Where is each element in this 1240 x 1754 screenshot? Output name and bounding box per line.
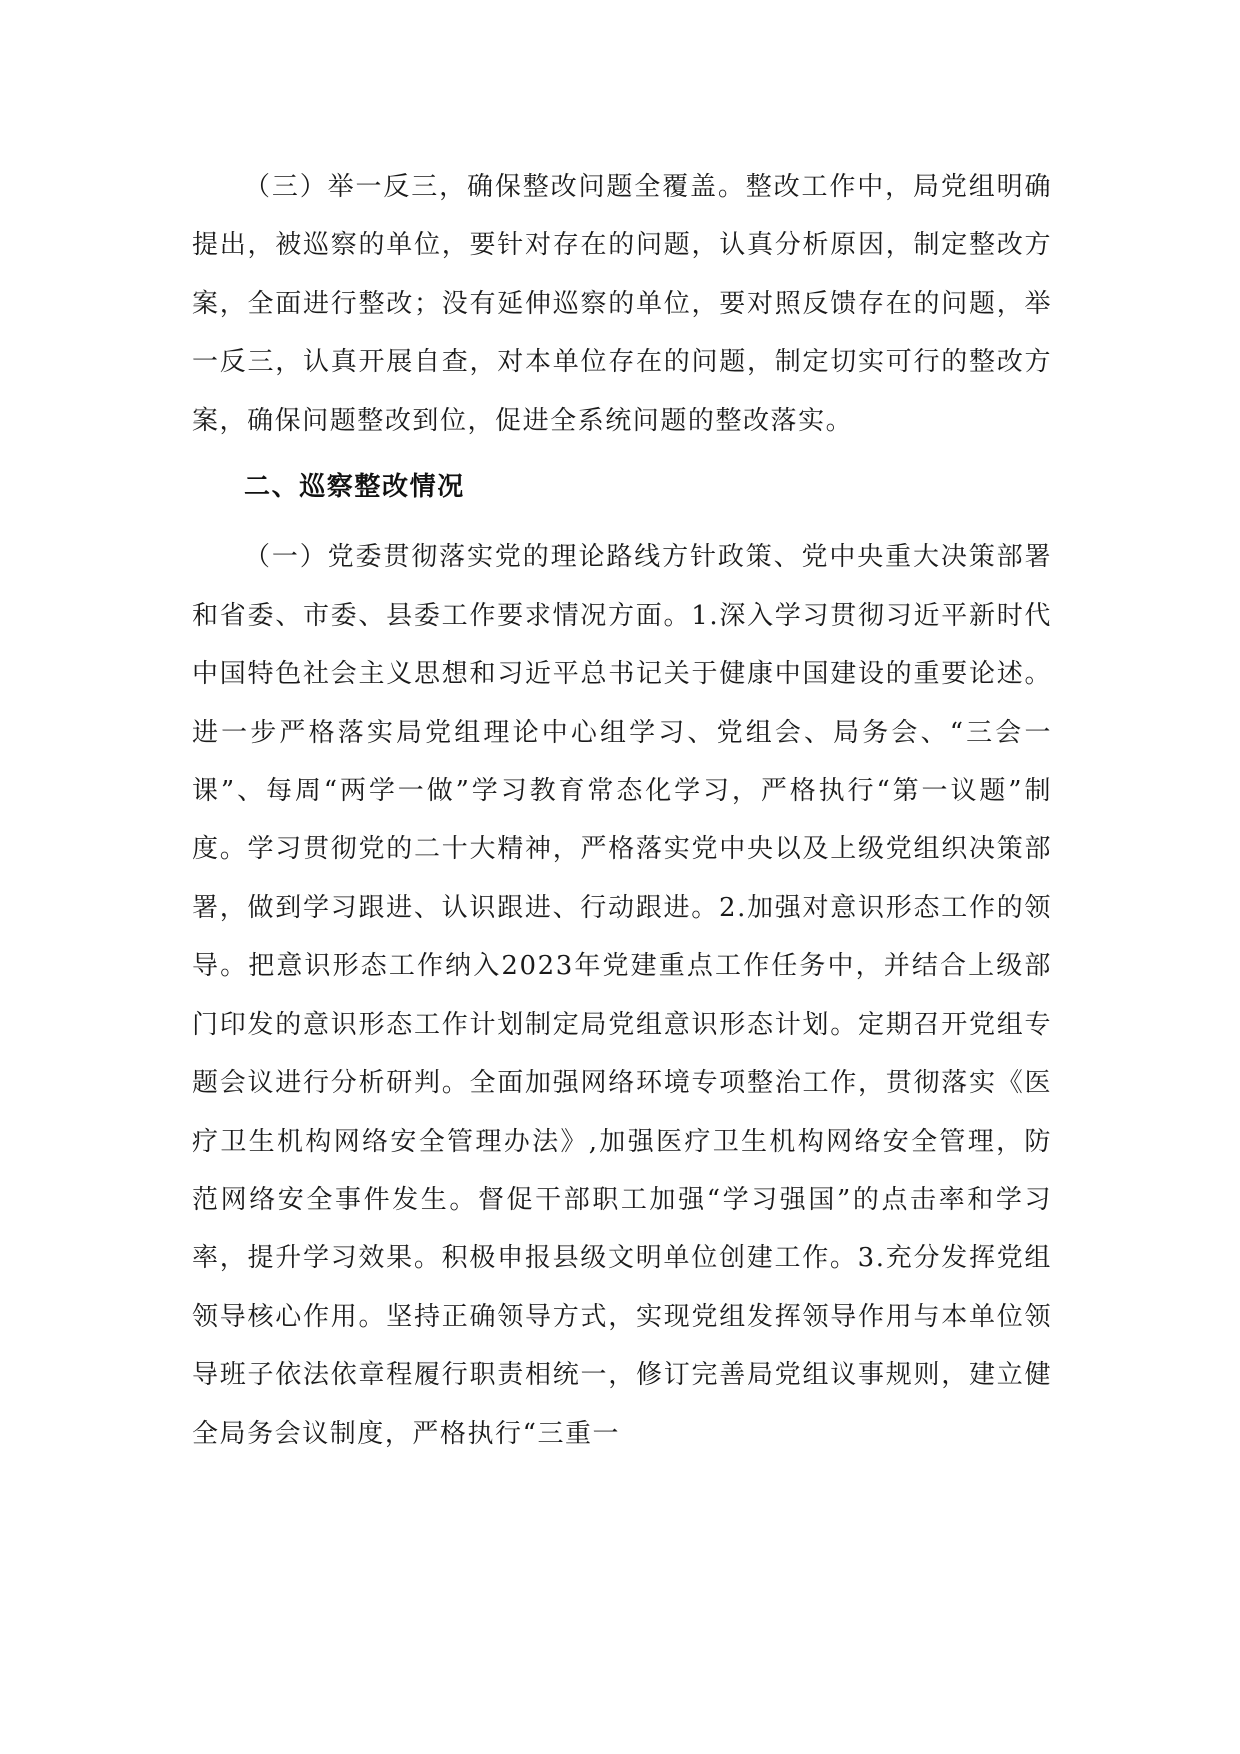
section-heading: 二、巡察整改情况 [244,472,465,503]
paragraph-rectification-coverage: （三）举一反三，确保整改问题全覆盖。整改工作中，局党组明确提出，被巡察的单位，要针对存在的问题，认真分析原因，制定整改方案，全面进行整改；没有延伸巡察的单位，要对照反馈存在的问题，举一反三，认真开展自查，对本单位存在的问题，制定切实可行的整改方案，确保问题整改到位，促进全系统问题的整改落实。 [192,172,1052,436]
document-body [192,158,1052,1463]
paragraph-rectification-status: （一）党委贯彻落实党的理论路线方针政策、党中央重大决策部署和省委、市委、县委工作要求情况方面。1.深入学习贯彻习近平新时代中国特色社会主义思想和习近平总书记关于健康中国建设的重要论述。进一步严格落实局党组理论中心组学习、党组会、局务会、“三会一课”、每周“两学一做”学习教育常态化学习，严格执行“第一议题”制度。学习贯彻党的二十大精神，严格落实党中央以及上级党组织决策部署，做到学习跟进、认识跟进、行动跟进。2.加强对意识形态工作的领导。把意识形态工作纳入2023年党建重点工作任务中，并结合上级部门印发的意识形态工作计划制定局党组意识形态计划。定期召开党组专题会议进行分析研判。全面加强网络环境专项整治工作，贯彻落实《医疗卫生机构网络安全管理办法》,加强医疗卫生机构网络安全管理，防范网络安全事件发生。督促干部职工加强“学习强国”的点击率和学习率，提升学习效果。积极申报县级文明单位创建工作。3.充分发挥党组领导核心作用。坚持正确领导方式，实现党组发挥领导作用与本单位领导班子依法依章程履行职责相统一，修订完善局党组议事规则，建立健全局务会议制度，严格执行“三重一 [192,542,1052,1449]
paragraph-spacer [192,450,1052,458]
